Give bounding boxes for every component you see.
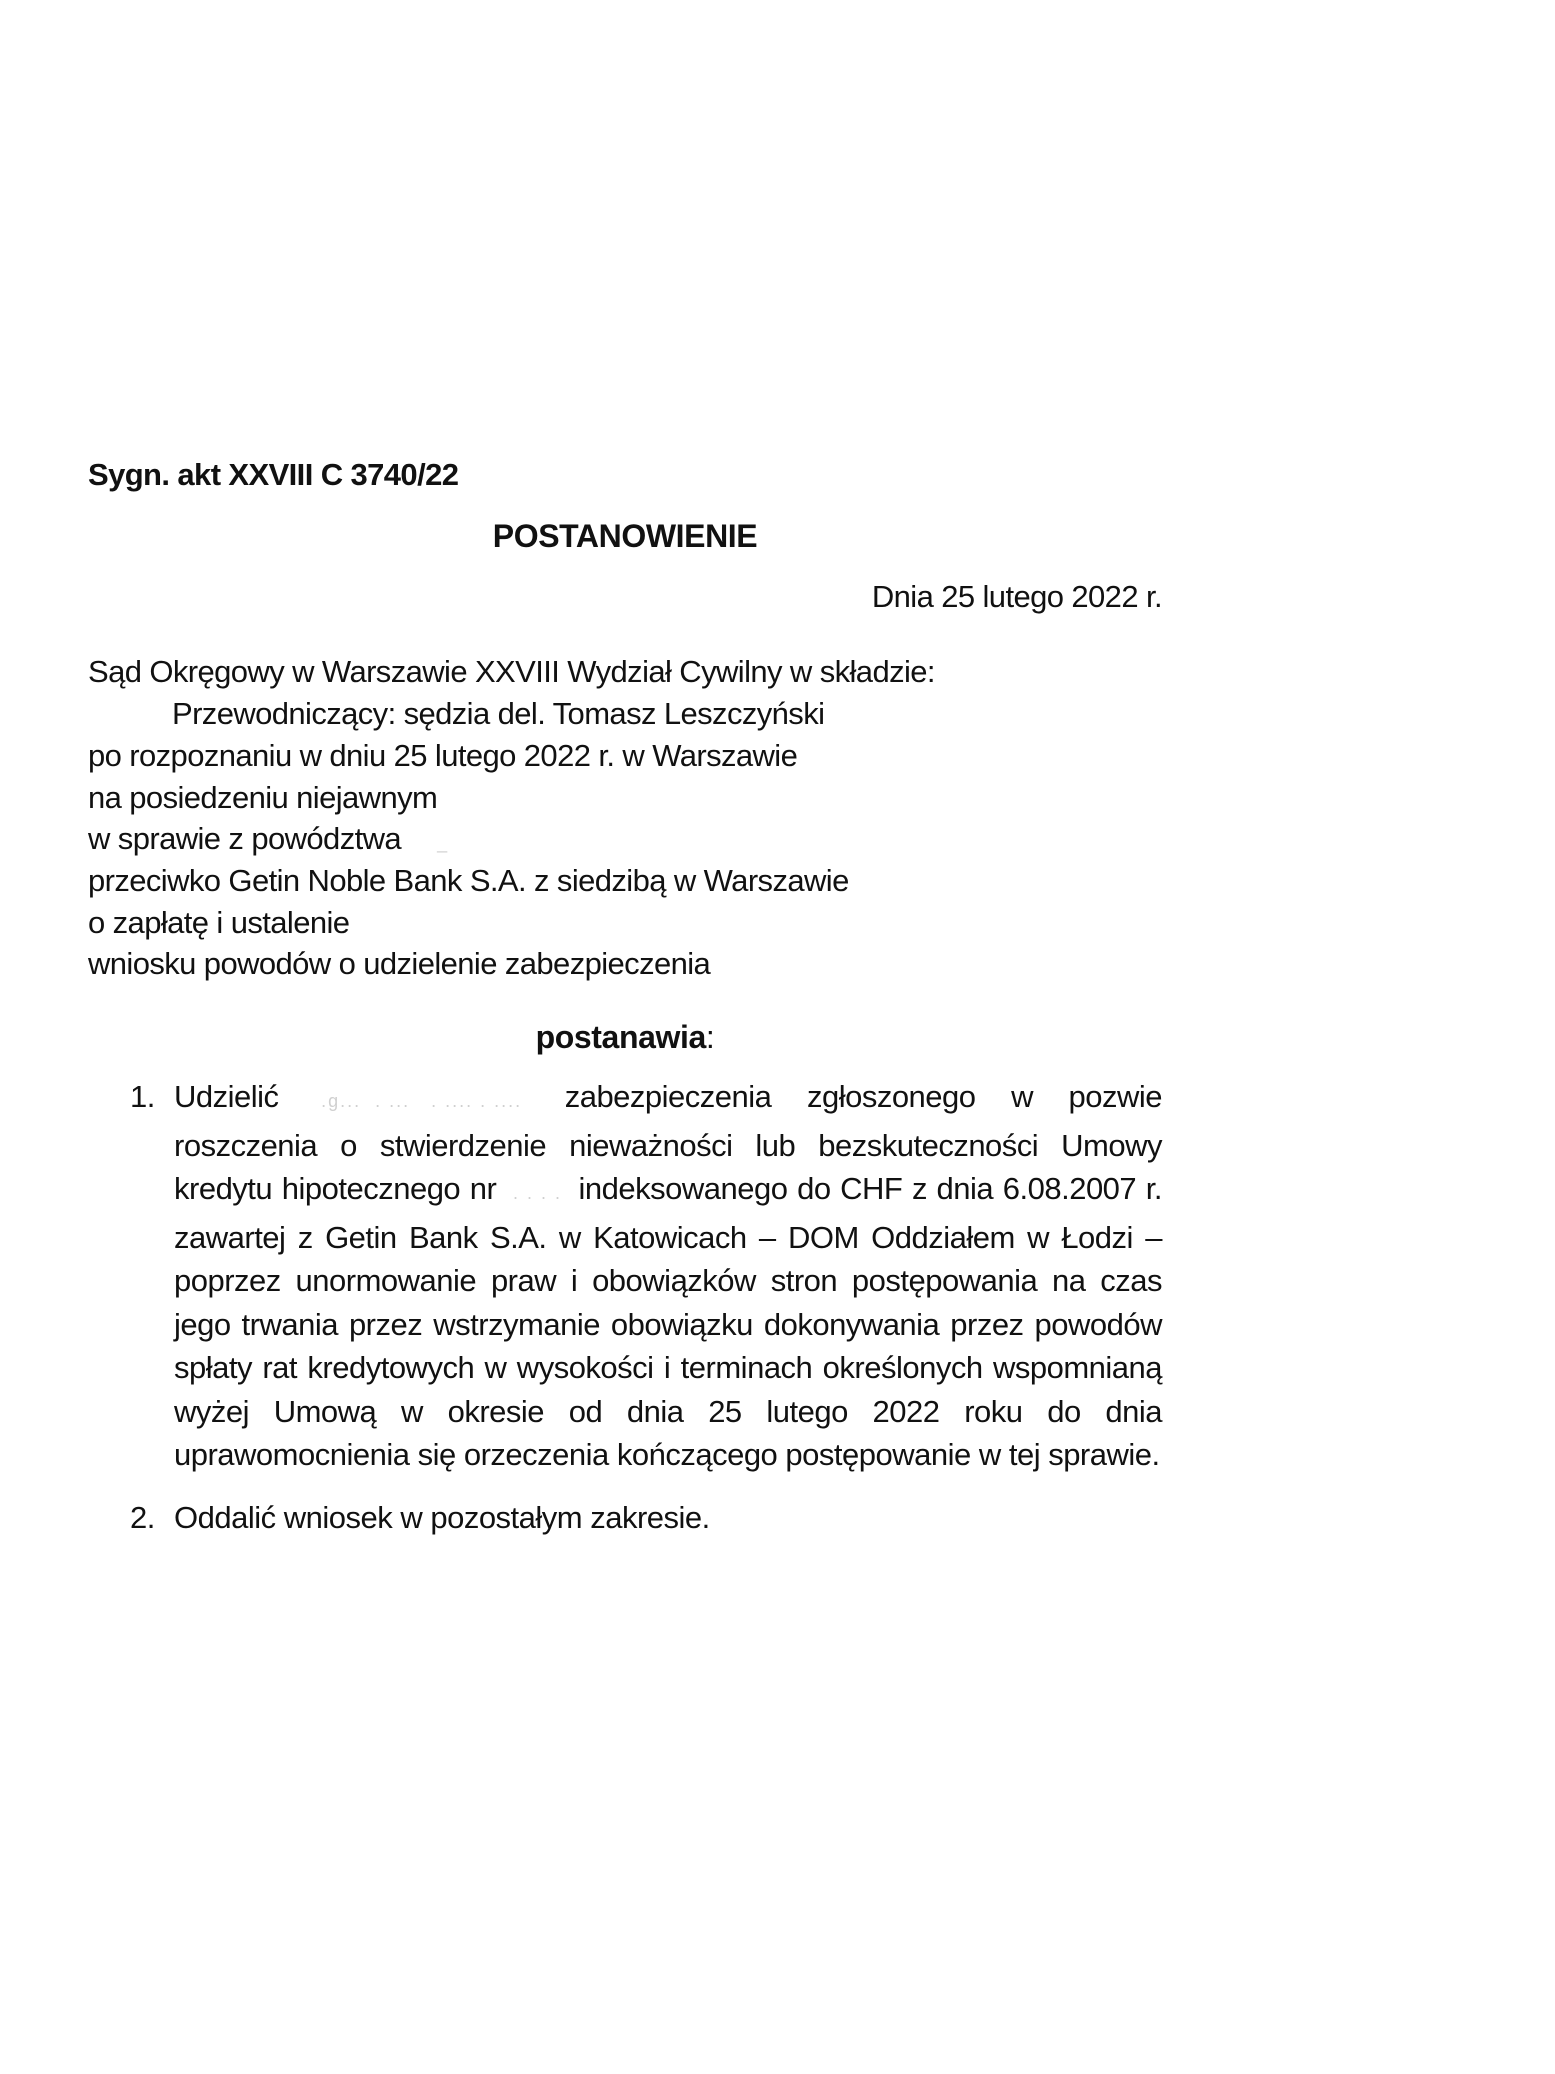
document-date: Dnia 25 lutego 2022 r. — [871, 579, 1162, 614]
list-item — [130, 1496, 1162, 1540]
decision-word: postanawia — [535, 1019, 706, 1055]
plaintiff-label: w sprawie z powództwa — [88, 821, 402, 856]
document-title: POSTANOWIENIE — [492, 518, 758, 554]
claim-subject: o zapłatę i ustalenie — [88, 905, 350, 940]
decision-heading — [0, 1017, 1250, 1057]
list-item — [130, 1075, 1162, 1477]
hearing-info: po rozpoznaniu w dniu 25 lutego 2022 r. w Warszawie — [88, 738, 798, 773]
presiding-judge: Przewodniczący: sędzia del. Tomasz Leszczyński — [172, 696, 825, 731]
item-text-start: Udzielić — [174, 1079, 279, 1114]
redacted-plaintiff: _ — [409, 833, 1555, 853]
item-text-middle: zabezpieczenia zgłoszonego w pozwie roszczenia o stwierdzenie nieważności lub bezskuteczności Umowy kredytu hipotecznego nr — [174, 1079, 1163, 1206]
session-type: na posiedzeniu niejawnym — [88, 780, 438, 815]
item-number: 1. — [130, 1079, 155, 1114]
item-number: 2. — [130, 1500, 155, 1535]
court-composition: Sąd Okręgowy w Warszawie XXVIII Wydział Cywilny w składzie: — [88, 654, 935, 689]
plaintiff-line — [88, 819, 1555, 863]
redacted-applicants: .g... . ... . .... . .... — [314, 1091, 530, 1111]
item-text: Oddalić wniosek w pozostałym zakresie. — [174, 1500, 710, 1535]
redacted-contract-number: . . . . — [505, 1183, 569, 1203]
decision-colon: : — [705, 1019, 715, 1055]
case-number: Sygn. akt XXVIII C 3740/22 — [88, 457, 459, 492]
item-text-end: indeksowanego do CHF z dnia 6.08.2007 r. zawartej z Getin Bank S.A. w Katowicach – DOM Oddziałem w Łodzi – poprzez unormowanie praw i obowiązków stron postępowania na czas jego trwania przez wstrzymanie obowiązku dokonywania przez powodów spłaty rat kredytowych w wysokości i terminach określonych wspomnianą wyżej Umową w okresie od dnia 25 lutego 2022 roku do dnia uprawomocnienia się orzeczenia kończącego postępowanie w tej sprawie. — [174, 1171, 1162, 1472]
defendant-line: przeciwko Getin Noble Bank S.A. z siedzibą w Warszawie — [88, 863, 849, 898]
motion-subject: wniosku powodów o udzielenie zabezpieczenia — [88, 946, 711, 981]
